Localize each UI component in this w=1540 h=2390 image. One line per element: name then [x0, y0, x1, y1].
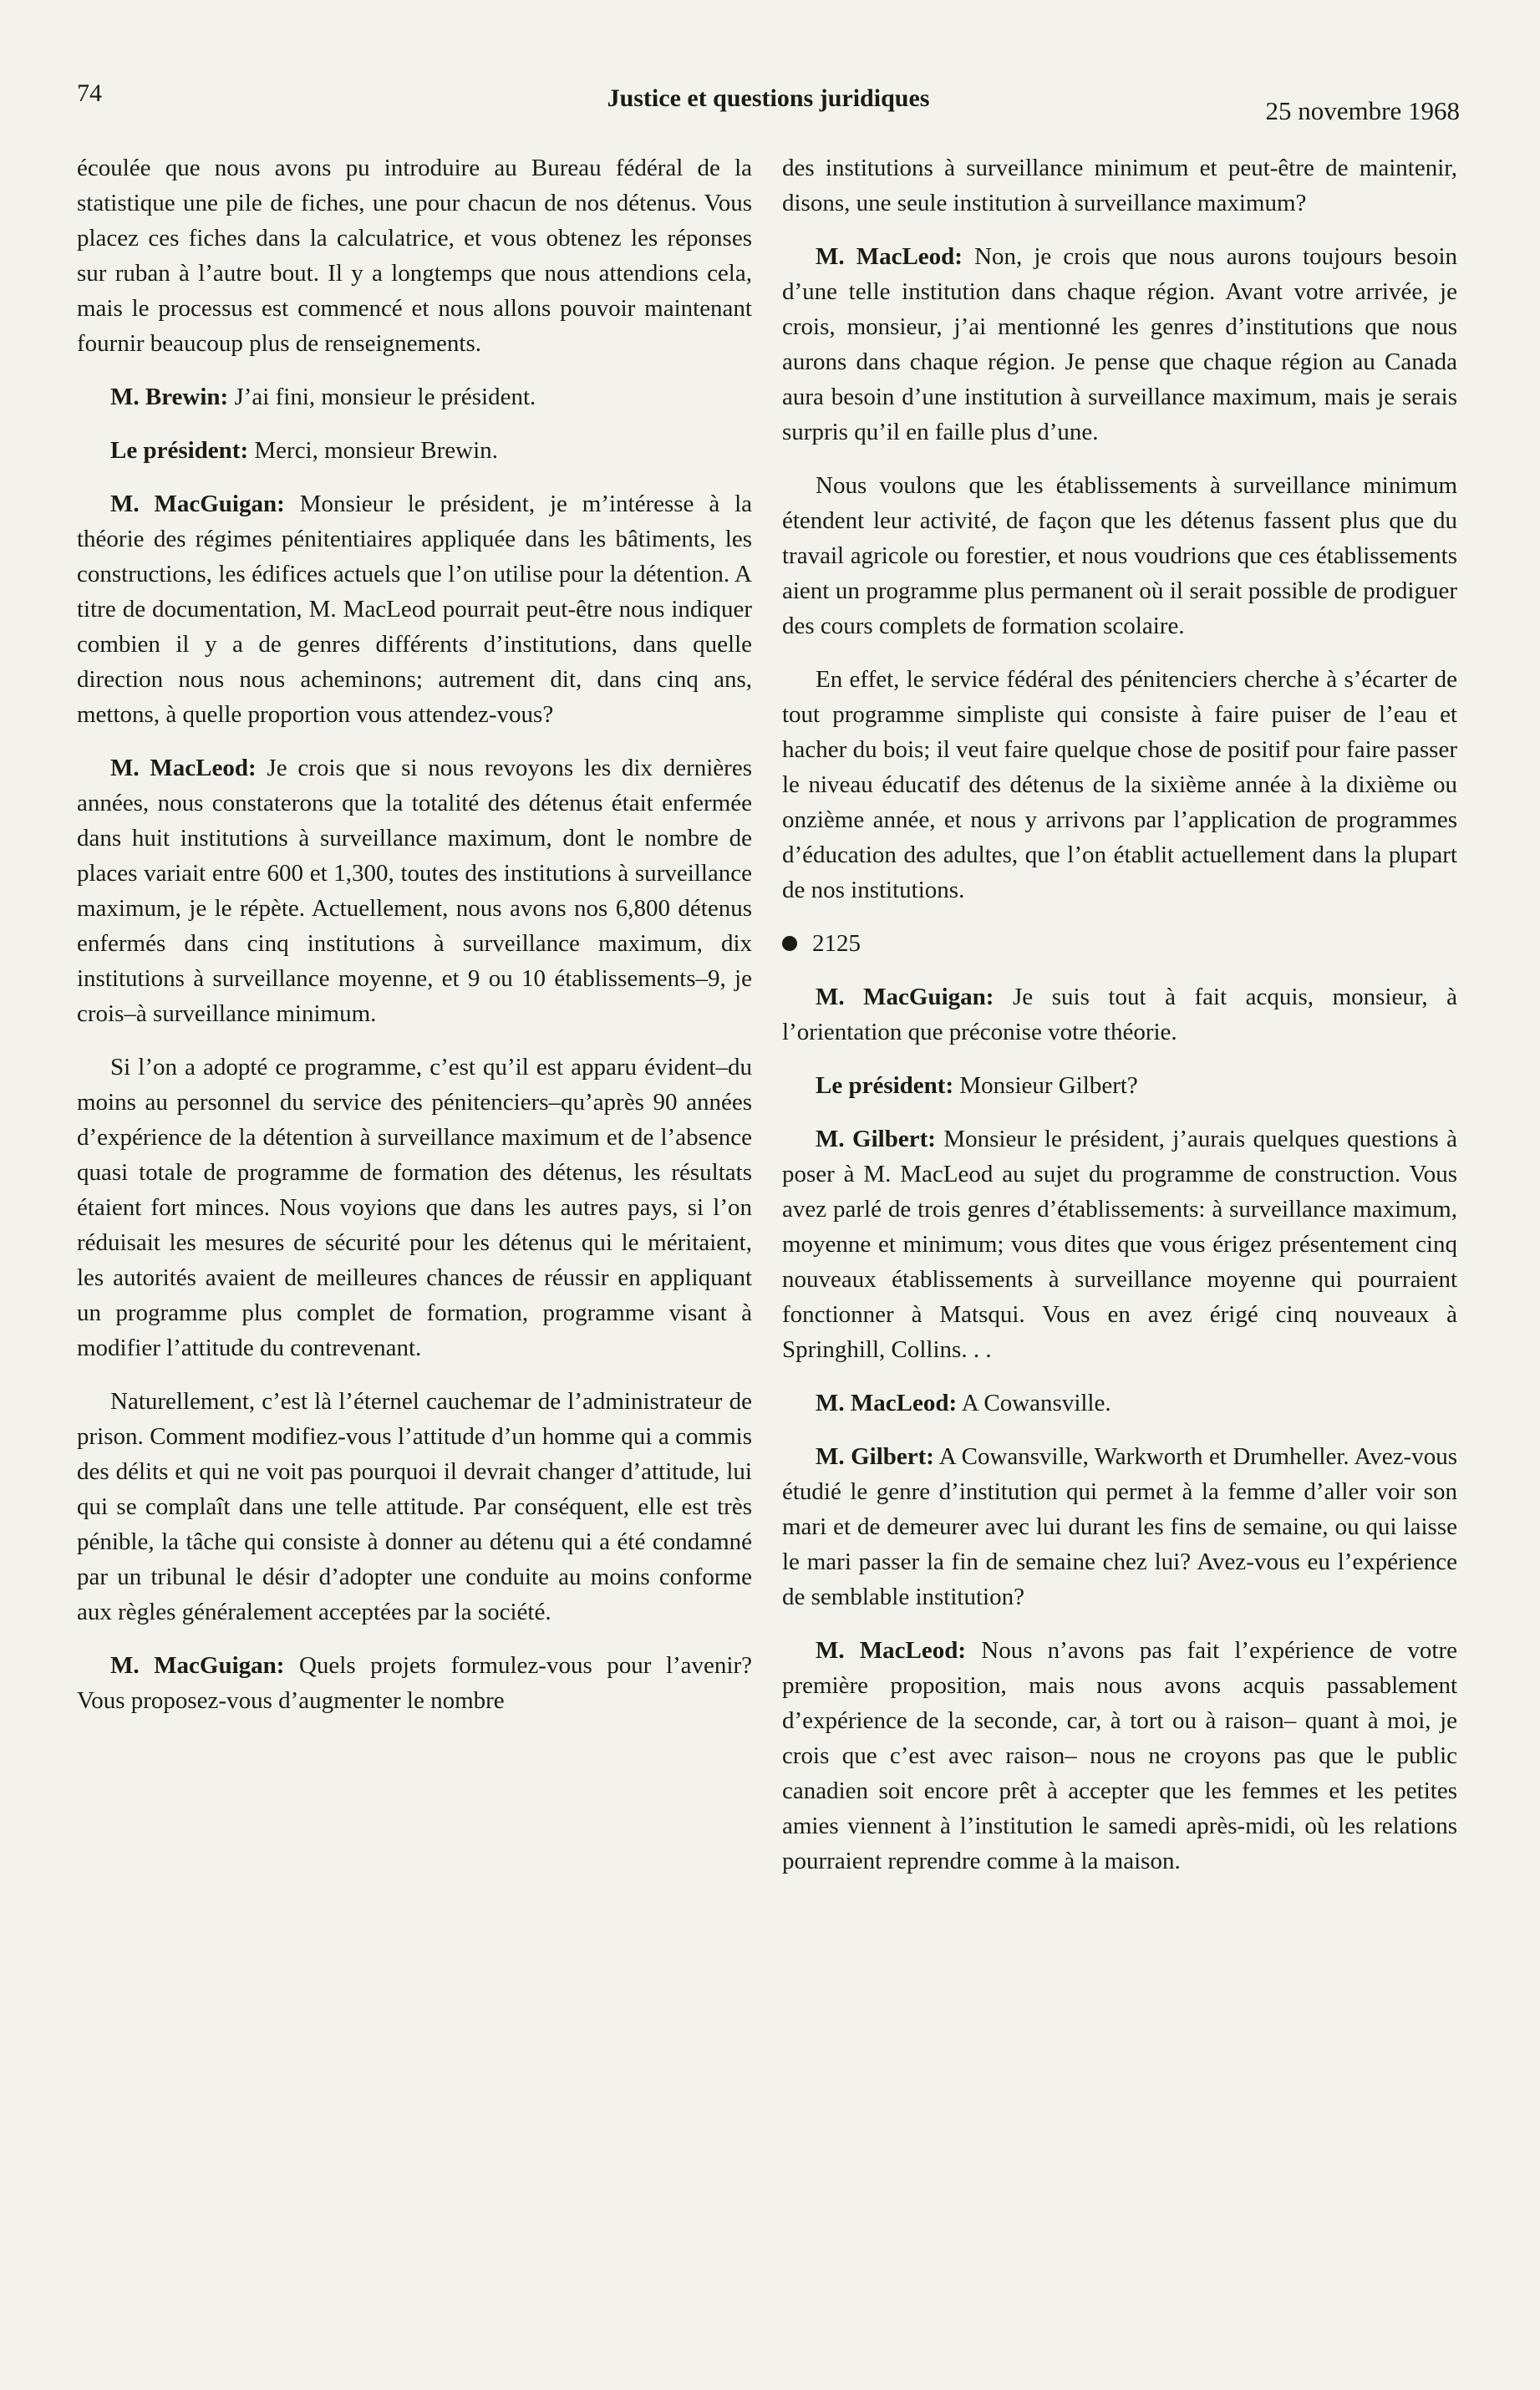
speaker-name: M. MacGuigan: [110, 491, 285, 517]
paragraph-text: En effet, le service fédéral des pénitenciers cherche à s’écarter de tout programme simpliste qui consiste à faire puiser de l’eau et hacher du bois; il veut faire quelque chose de positif pour faire passer le niveau éducatif des détenus de la sixième année à la dixième ou onzième année, et nous y arrivons par l’application de programmes d’éducation des adultes, que l’on établit actuellement dans la plupart de nos institutions. [782, 666, 1457, 903]
paragraph [782, 1121, 1457, 1367]
paragraph [782, 1068, 1457, 1103]
speaker-name: M. MacLeod: [816, 243, 963, 270]
paragraph [782, 1386, 1457, 1421]
paragraph [77, 486, 752, 732]
paragraph-text: Quels projets formulez-vous pour l’avenir? Vous proposez-vous d’augmenter le nombre [77, 1652, 752, 1714]
paragraph [77, 750, 752, 1031]
time-marker [782, 926, 1457, 961]
paragraph-text: des institutions à surveillance minimum et peut-être de maintenir, disons, une seule institution à surveillance maximum? [782, 155, 1457, 216]
paragraph [782, 468, 1457, 643]
time-marker-text: 2125 [812, 930, 861, 957]
speaker-name: M. MacLeod: [816, 1390, 958, 1416]
paragraph-text: Nous voulons que les établissements à surveillance minimum étendent leur activité, de façon que les détenus fassent plus que du travail agricole ou forestier, et nous voudrions que ces établissements aient un programme plus permanent où il serait possible de prodiguer des cours complets de formation scolaire. [782, 472, 1457, 639]
paragraph-text: Je crois que si nous revoyons les dix dernières années, nous constaterons que la totalité des détenus était enfermée dans huit institutions à surveillance maximum, dont le nombre de places variait entre 600 et 1,300, toutes des institutions à surveillance maximum, je le répète. Actuellement, nous avons nos 6,800 détenus enfermés dans cinq institutions à surveillance maximum, dix institutions à surveillance moyenne, et 9 ou 10 établissements–9, je crois–à surveillance minimum. [77, 755, 752, 1027]
paragraph-text: A Cowansville. [961, 1390, 1111, 1416]
speaker-name: M. MacLeod: [816, 1637, 967, 1664]
paragraph-text: Je suis tout à fait acquis, monsieur, à l’orientation que préconise votre théorie. [782, 984, 1458, 1045]
left-column [77, 150, 752, 1737]
paragraph-text: Naturellement, c’est là l’éternel cauchemar de l’administrateur de prison. Comment modifiez-vous l’attitude d’un homme qui a commis des délits et qui ne voit pas pourquoi il devrait changer d’attitude, lui qui se complaît dans une telle attitude. Par conséquent, elle est très pénible, la tâche qui consiste à donner au détenu qui a été condamné par un tribunal le désir d’adopter une conduite au moins conforme aux règles généralement acceptées par la société. [77, 1388, 752, 1625]
paragraph-text: Monsieur le président, j’aurais quelques questions à poser à M. MacLeod au sujet du programme de construction. Vous avez parlé de trois genres d’établissements: à surveillance maximum, moyenne et minimum; vous dites que vous érigez présentement cinq nouveaux établissements à surveillance moyenne qui pourraient fonctionner à Matsqui. Vous en avez érigé cinq nouveaux à Springhill, Collins. . . [782, 1126, 1458, 1363]
page-header [77, 79, 1460, 130]
paragraph [77, 150, 752, 361]
speaker-name: M. MacGuigan: [816, 984, 994, 1010]
paragraph [77, 433, 752, 468]
paragraph [782, 1439, 1457, 1615]
header-date: 25 novembre 1968 [1265, 96, 1460, 125]
speaker-name: M. MacGuigan: [110, 1652, 285, 1679]
paragraph [77, 1384, 752, 1630]
paragraph-text: A Cowansville, Warkworth et Drumheller. Avez-vous étudié le genre d’institution qui permet à la femme d’aller voir son mari et de demeurer avec lui durant les fins de semaine, ou qui laisse le mari passer la fin de semaine chez lui? Avez-vous eu l’expérience de semblable institution? [782, 1443, 1457, 1610]
paragraph-text: Non, je crois que nous aurons toujours besoin d’une telle institution dans chaque région. Avant votre arrivée, je crois, monsieur, j’ai mentionné les genres d’institutions que nous aurons dans chaque région. Je pense que chaque région au Canada aura besoin d’une institution à surveillance maximum, mais je serais surpris qu’il en faille plus d’une. [782, 243, 1457, 445]
paragraph [782, 150, 1457, 221]
speaker-name: M. Gilbert: [816, 1443, 934, 1470]
paragraph [782, 662, 1457, 908]
paragraph-text: Merci, monsieur Brewin. [254, 437, 498, 464]
speaker-name: Le président: [816, 1072, 954, 1099]
paragraph-text: Si l’on a adopté ce programme, c’est qu’il est apparu évident–du moins au personnel du service des pénitenciers–qu’après 90 années d’expérience de la détention à surveillance maximum et de l’absence quasi totale de programme de formation des détenus, les résultats étaient fort minces. Nous voyions que dans les autres pays, si l’on réduisait les mesures de sécurité pour les détenus qui le méritaient, les autorités avaient de meilleures chances de réussir en appliquant un programme plus complet de formation, programme visant à modifier l’attitude du contrevenant. [77, 1054, 752, 1361]
paragraph-text: Monsieur Gilbert? [959, 1072, 1138, 1099]
paragraph [782, 1633, 1457, 1879]
speaker-name: M. Brewin: [110, 384, 229, 410]
paragraph [782, 979, 1457, 1050]
paragraph-text: Nous n’avons pas fait l’expérience de votre première proposition, mais nous avons acquis passablement d’expérience de la seconde, car, à tort ou à raison– quant à moi, je crois que c’est avec raison– nous ne croyons pas que le public canadien soit encore prêt à accepter que les femmes et les petites amies viennent à l’institution le samedi après-midi, où les relations pourraient reprendre comme à la maison. [782, 1637, 1458, 1874]
speaker-name: M. Gilbert: [816, 1126, 936, 1152]
paragraph [77, 1050, 752, 1365]
page-number: 74 [77, 79, 102, 107]
paragraph [77, 379, 752, 414]
running-title: Justice et questions juridiques [607, 84, 930, 112]
paragraph [782, 239, 1457, 450]
paragraph-text: écoulée que nous avons pu introduire au Bureau fédéral de la statistique une pile de fiches, une pour chacun de nos détenus. Vous placez ces fiches dans la calculatrice, et vous obtenez les réponses sur ruban à l’autre bout. Il y a longtemps que nous attendions cela, mais le processus est commencé et nous allons pouvoir maintenant fournir beaucoup plus de renseignements. [77, 155, 752, 357]
paragraph-text: Monsieur le président, je m’intéresse à la théorie des régimes pénitentiaires appliquée dans les bâtiments, les constructions, les édifices actuels que l’on utilise pour la détention. A titre de documentation, M. MacLeod pourrait peut-être nous indiquer combien il y a de genres différents d’institutions, dans quelle direction nous nous acheminons; autrement dit, dans cinq ans, mettons, à quelle proportion vous attendez-vous? [77, 491, 752, 728]
speaker-name: M. MacLeod: [110, 755, 257, 781]
speaker-name: Le président: [110, 437, 249, 464]
bullet-icon [782, 936, 797, 951]
right-column [782, 150, 1457, 1897]
paragraph-text: J’ai fini, monsieur le président. [234, 384, 536, 410]
paragraph [77, 1648, 752, 1718]
